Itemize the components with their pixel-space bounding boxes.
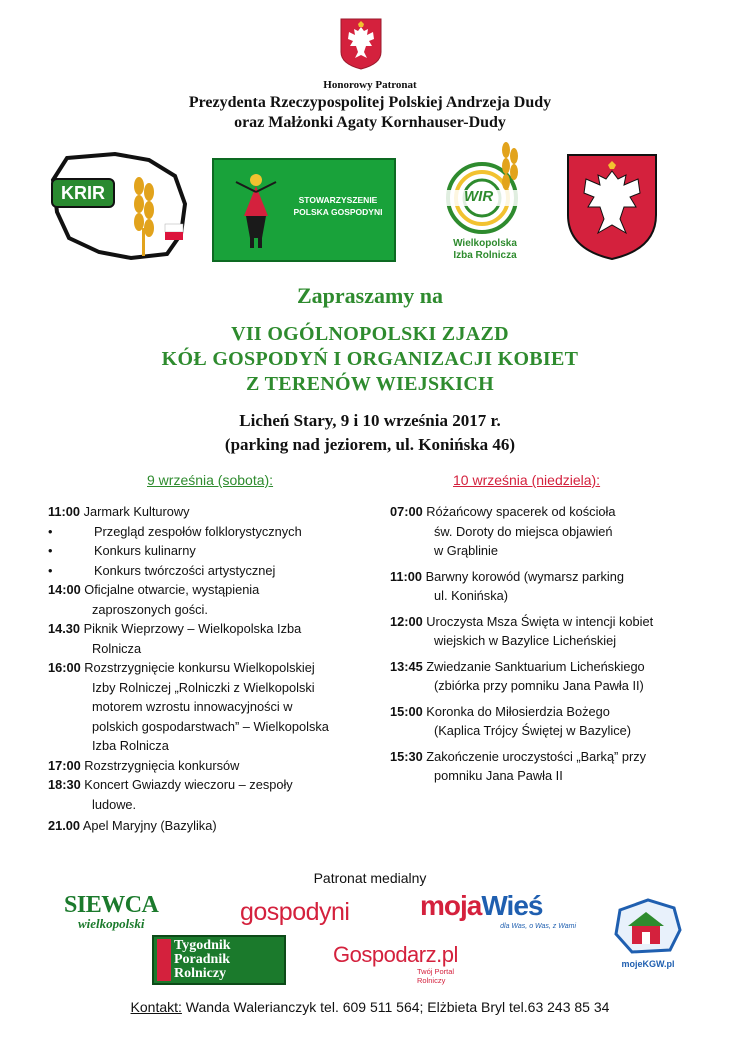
wir-name-2: Izba Rolnicza	[453, 250, 517, 261]
tygodnik-initials-bar	[157, 939, 171, 981]
event-title-3: Z TERENÓW WIEJSKICH	[245, 373, 494, 395]
day2-heading: 10 września (niedziela):	[453, 472, 601, 488]
schedule-item: 11:00 Barwny korowód (wymarsz parking ul. Konińska)	[390, 568, 625, 603]
schedule-item: 16:00 Rozstrzygnięcie konkursu Wielkopolskiej Izby Rolniczej „Rolniczki z Wielkopolski motorem wzrostu innowacyjności w polskich gospodarstwach” – Wielkopolska Izba Rolnicza	[48, 660, 329, 753]
dancer-icon	[228, 168, 284, 250]
tygodnik-line-3: Rolniczy	[174, 966, 227, 981]
day1-schedule	[48, 502, 388, 836]
schedule-item: 07:00 Różańcowy spacerek od kościoła św. Doroty do miejsca objawień w Grąblinie	[390, 504, 616, 558]
wir-logo	[430, 140, 540, 270]
patron-line-1: Honorowy Patronat	[323, 79, 417, 91]
patron-line-3: oraz Małżonki Agaty Kornhauser-Dudy	[234, 114, 506, 131]
invite-lead: Zapraszamy na	[296, 283, 444, 308]
schedule-item: 14:00 Oficjalne otwarcie, wystąpienia zaproszonych gości.	[48, 582, 260, 617]
polish-eagle-emblem	[340, 18, 382, 70]
mojekgw-logo	[612, 896, 684, 972]
schedule-item: • Konkurs kulinarny	[48, 543, 196, 558]
schedule-item: • Przegląd zespołów folklorystycznych	[48, 523, 302, 539]
wielkopolska-coat-of-arms	[566, 153, 658, 261]
krir-logo	[47, 146, 197, 261]
schedule-item: 15:00 Koronka do Miłosierdzia Bożego (Kaplica Trójcy Świętej w Bazylice)	[390, 703, 631, 738]
contact-line	[0, 999, 740, 1015]
mojawies-logo	[420, 890, 580, 934]
schedule-item: 17:00 Rozstrzygnięcia konkursów	[48, 757, 240, 773]
gospodarz-logo	[333, 943, 483, 983]
siewca-logo	[64, 893, 194, 935]
stowarzyszenie-logo	[212, 158, 396, 262]
event-parking: (parking nad jeziorem, ul. Konińska 46)	[224, 435, 516, 454]
schedule-item: 12:00 Uroczysta Msza Święta w intencji kobiet wiejskich w Bazylice Licheńskiej	[390, 613, 654, 648]
mojawies-moja: moja	[420, 890, 482, 921]
siewca-subtitle: wielkopolski	[78, 916, 145, 931]
event-place: Licheń Stary, 9 i 10 września 2017 r.	[239, 411, 501, 430]
gospodarz-tagline: Twój Portal Rolniczy	[417, 967, 455, 985]
media-heading: Patronat medialny	[313, 870, 427, 886]
contact-details: Wanda Walerianczyk tel. 609 511 564; Elżbieta Bryl tel.63 243 85 34	[181, 999, 610, 1015]
schedule-item: 11:00 Jarmark Kulturowy	[48, 504, 190, 519]
event-title-1: VII OGÓLNOPOLSKI ZJAZD	[231, 323, 509, 345]
patron-line-2: Prezydenta Rzeczypospolitej Polskiej Andrzeja Dudy	[188, 94, 552, 111]
schedule-item: 21.00 Apel Maryjny (Bazylika)	[48, 818, 217, 833]
stowarzyszenie-line-1: STOWARZYSZENIE	[298, 195, 378, 205]
mojawies-wies: Wieś	[481, 890, 543, 921]
stowarzyszenie-line-2: POLSKA GOSPODYNI	[293, 207, 383, 217]
schedule-item: 18:30 Koncert Gwiazdy wieczoru – zespoły ludowe.	[48, 777, 293, 812]
tygodnik-line-1: Tygodnik	[174, 938, 231, 953]
schedule-item: 14.30 Piknik Wieprzowy – Wielkopolska Izba Rolnicza	[48, 621, 302, 656]
gospodarz-title: Gospodarz.pl	[333, 942, 458, 967]
siewca-title: SIEWCA	[64, 892, 159, 918]
gospodyni-logo: gospodyni	[240, 898, 350, 926]
contact-label: Kontakt:	[130, 999, 182, 1015]
schedule-item: 13:45 Zwiedzanie Sanktuarium Licheńskiego (zbiórka przy pomniku Jana Pawła II)	[390, 658, 645, 693]
tygodnik-logo	[152, 935, 286, 985]
schedule-item: 15:30 Zakończenie uroczystości „Barką” przy pomniku Jana Pawła II	[390, 748, 647, 783]
tygodnik-line-2: Poradnik	[174, 952, 231, 967]
mojekgw-label: mojeKGW.pl	[621, 959, 675, 969]
mojawies-tagline: dla Was, o Was, z Wami	[500, 923, 576, 930]
day1-heading: 9 września (sobota):	[147, 472, 274, 488]
wir-name-1: Wielkopolska	[453, 238, 517, 249]
schedule-item: • Konkurs twórczości artystycznej	[48, 562, 276, 578]
krir-badge: KRIR	[51, 178, 115, 208]
event-title-2: KÓŁ GOSPODYŃ I ORGANIZACJI KOBIET	[161, 348, 579, 370]
day2-schedule	[390, 502, 720, 786]
wir-badge: WIR	[464, 188, 494, 205]
